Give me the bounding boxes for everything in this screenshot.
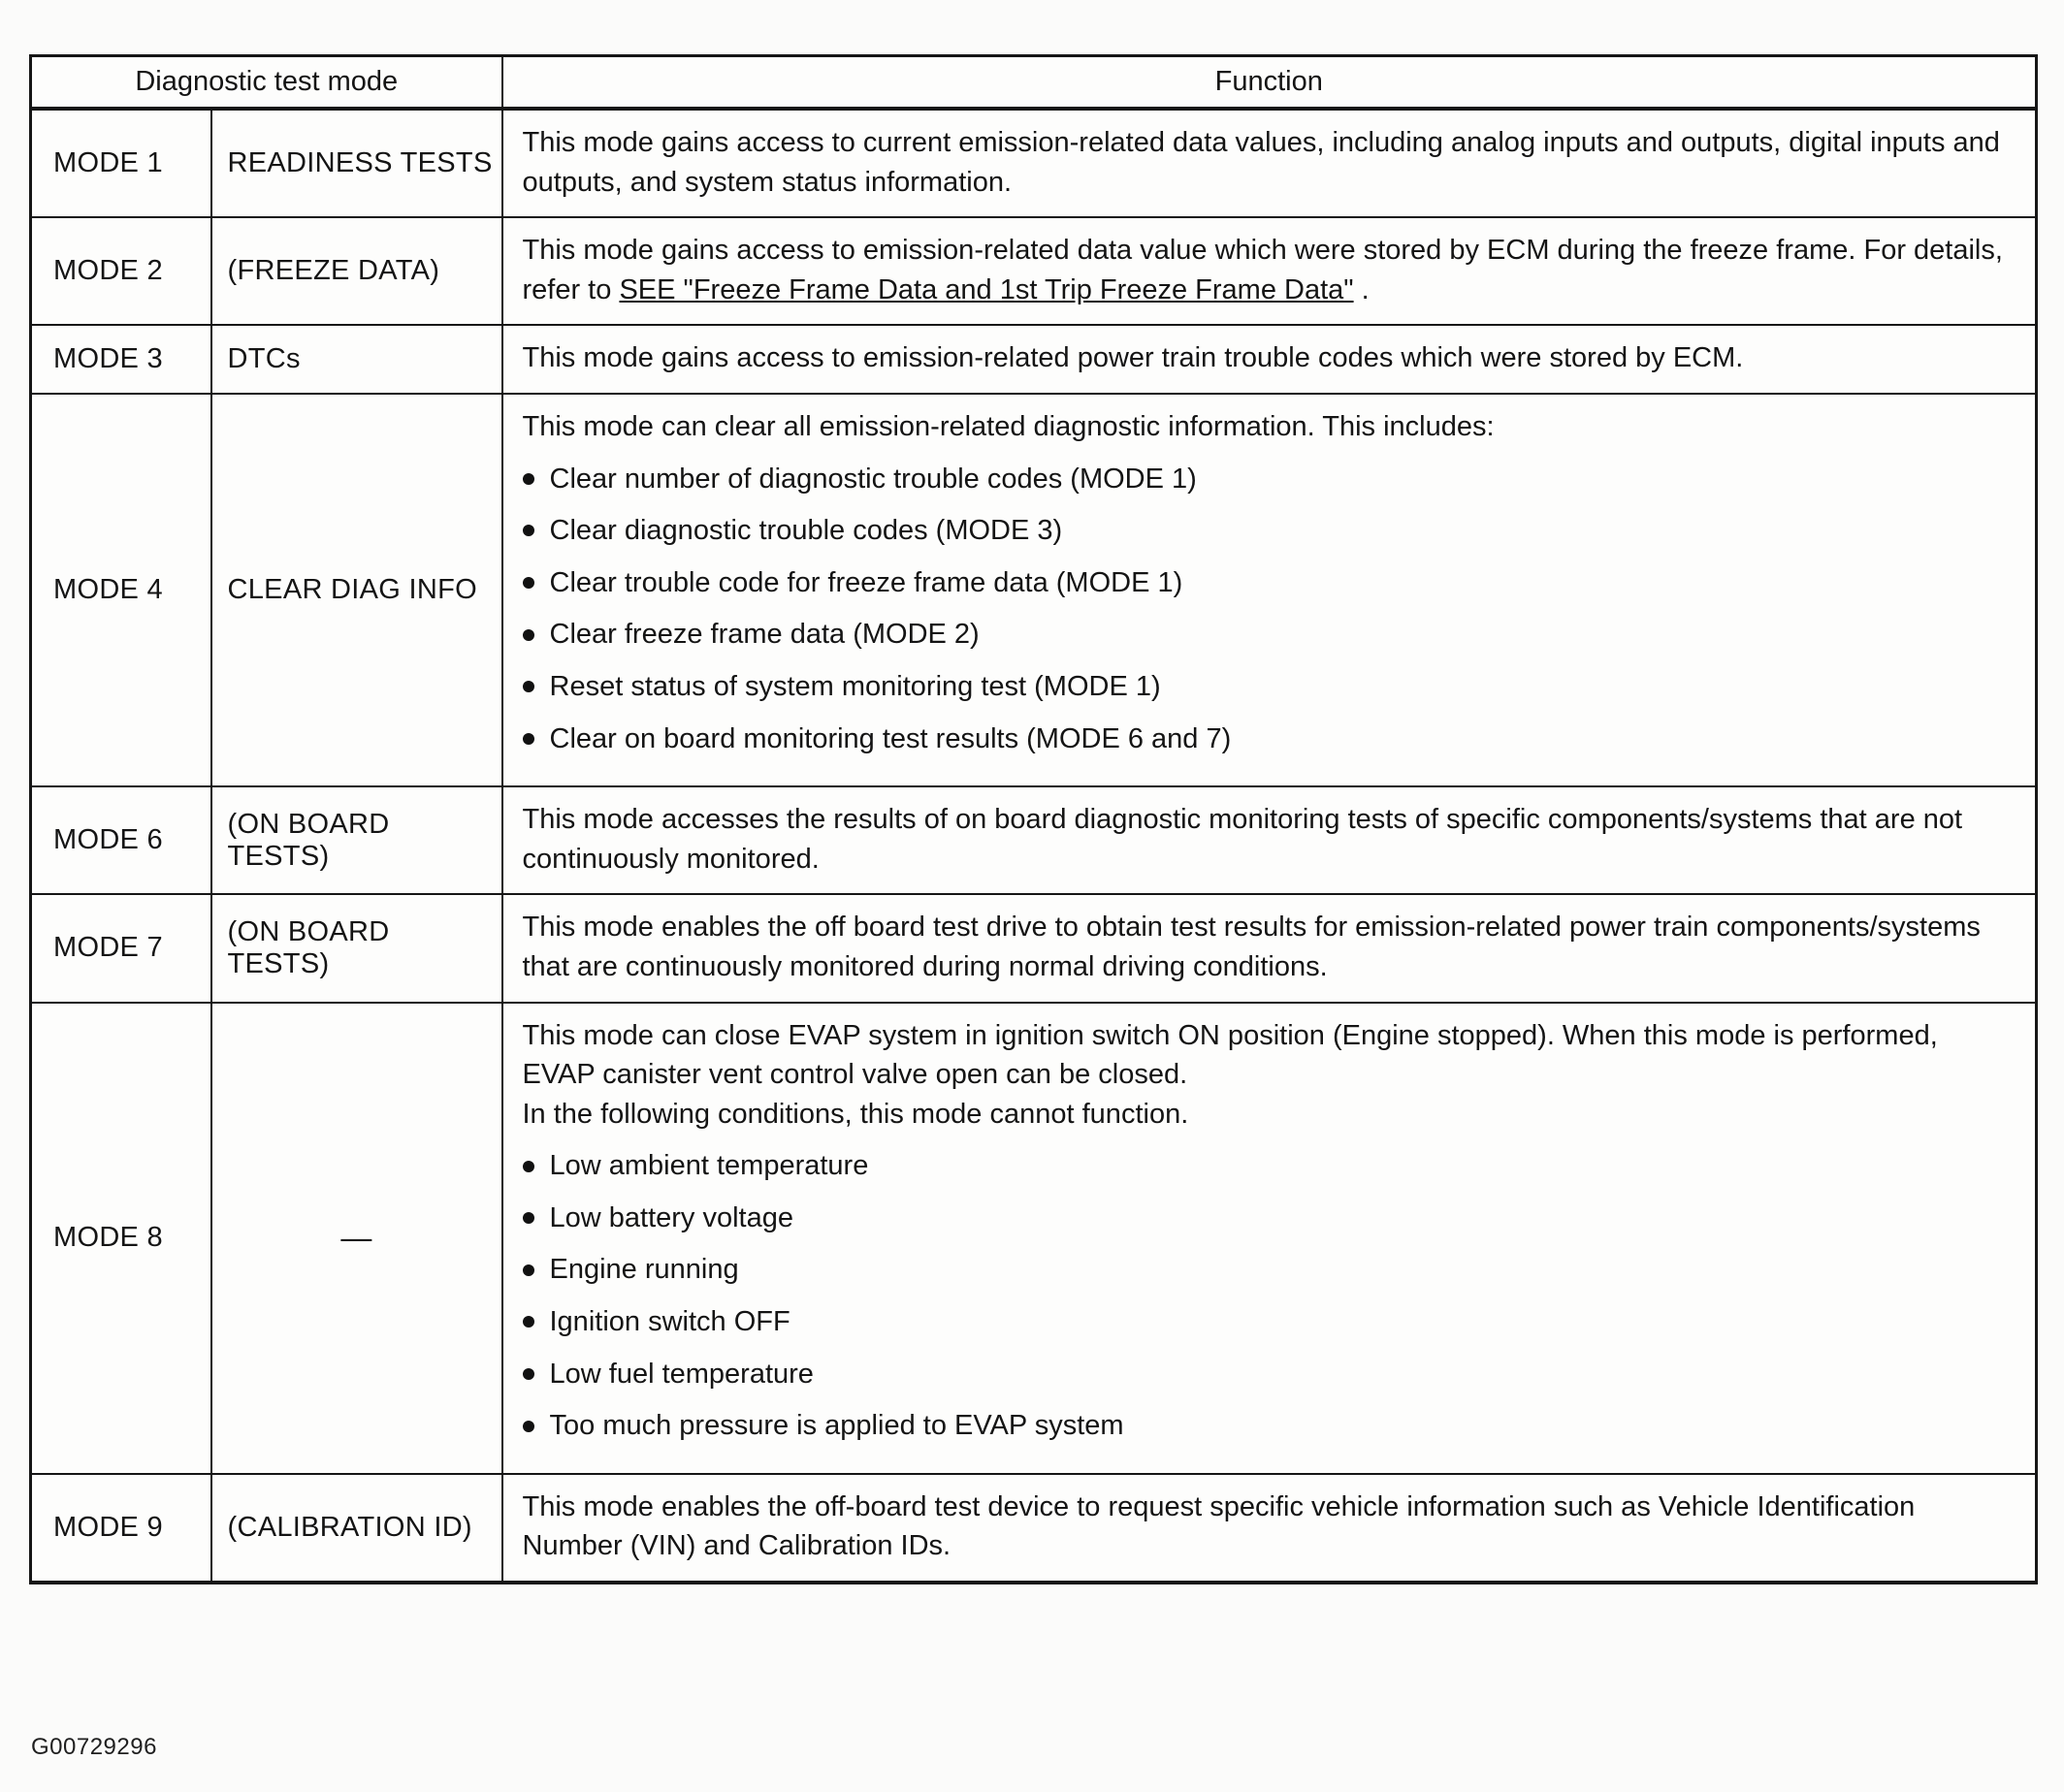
- function-text: [523, 231, 2007, 309]
- mode-cell: MODE 1: [31, 109, 211, 217]
- bullet-text: Too much pressure is applied to EVAP system: [549, 1410, 1124, 1442]
- bullet-icon: [523, 629, 534, 641]
- mode-cell: MODE 3: [31, 325, 211, 394]
- bullet-icon: [523, 577, 534, 589]
- function-text: This mode gains access to current emission-related data values, including analog inputs and outputs, digital inputs and outputs, and system status information.: [522, 127, 2000, 198]
- function-cell: [502, 109, 2037, 217]
- function-text-before: This mode gains access to emission-related data value which were stored by ECM during the freeze frame. For details, refer to: [522, 235, 2003, 305]
- function-text: In the following conditions, this mode cannot function.: [522, 1098, 1189, 1130]
- table-row-mode-4: [31, 394, 2037, 786]
- bullet-icon: [523, 1316, 534, 1328]
- function-cell: [502, 394, 2037, 786]
- table-row-mode-8: [31, 1003, 2037, 1474]
- mode-name-cell: (FREEZE DATA): [211, 217, 502, 325]
- table-header-row: [31, 56, 2037, 110]
- list-item: [523, 1146, 2007, 1186]
- list-item: [523, 511, 2007, 551]
- mode-name-cell: (ON BOARD TESTS): [211, 786, 502, 894]
- table-row-mode-9: [31, 1474, 2037, 1583]
- bullet-icon: [523, 733, 534, 745]
- bullet-text: Ignition switch OFF: [549, 1306, 790, 1338]
- bullet-text: Clear trouble code for freeze frame data (MODE 1): [549, 566, 1183, 598]
- list-item: [523, 1250, 2007, 1290]
- table-row-mode-2: [31, 217, 2037, 325]
- mode-cell: MODE 7: [31, 894, 211, 1002]
- bullet-text: Low fuel temperature: [549, 1358, 814, 1390]
- list-item: [523, 563, 2007, 603]
- bullet-list: [523, 1146, 2007, 1446]
- function-text: This mode can clear all emission-related diagnostic information. This includes:: [522, 410, 1495, 442]
- function-cell: [502, 325, 2037, 394]
- bullet-icon: [523, 1368, 534, 1380]
- mode-cell: MODE 2: [31, 217, 211, 325]
- list-item: [523, 460, 2007, 499]
- mode-cell: MODE 6: [31, 786, 211, 894]
- mode-cell: MODE 4: [31, 394, 211, 786]
- bullet-icon: [523, 1212, 534, 1224]
- table-row-mode-6: [31, 786, 2037, 894]
- bullet-text: Clear diagnostic trouble codes (MODE 3): [549, 515, 1063, 547]
- list-item: [523, 1355, 2007, 1394]
- bullet-text: Clear on board monitoring test results (MODE 6 and 7): [549, 722, 1232, 754]
- mode-name-cell: (ON BOARD TESTS): [211, 894, 502, 1002]
- bullet-icon: [523, 525, 534, 536]
- bullet-text: Clear freeze frame data (MODE 2): [549, 619, 980, 651]
- bullet-icon: [523, 681, 534, 692]
- table-row-mode-1: [31, 109, 2037, 217]
- diagnostic-modes-table: [29, 54, 2038, 1584]
- header-diagnostic-test-mode: Diagnostic test mode: [31, 56, 502, 110]
- mode-name-cell: CLEAR DIAG INFO: [211, 394, 502, 786]
- bullet-list: [523, 460, 2007, 759]
- table-row-mode-7: [31, 894, 2037, 1002]
- freeze-frame-data-link[interactable]: SEE "Freeze Frame Data and 1st Trip Freeze Frame Data": [619, 273, 1354, 305]
- bullet-icon: [523, 1264, 534, 1276]
- bullet-icon: [523, 473, 534, 485]
- mode-name-cell: READINESS TESTS: [211, 109, 502, 217]
- list-item: [523, 615, 2007, 655]
- function-text-after: .: [1353, 273, 1370, 305]
- header-function: Function: [502, 56, 2037, 110]
- figure-id: G00729296: [31, 1734, 157, 1760]
- mode-name-cell: (CALIBRATION ID): [211, 1474, 502, 1583]
- function-cell: [502, 1003, 2037, 1474]
- list-item: [523, 667, 2007, 707]
- bullet-text: Low battery voltage: [549, 1201, 793, 1233]
- function-text: This mode enables the off-board test device to request specific vehicle information such as Vehicle Identification Number (VIN) and Calibration IDs.: [522, 1490, 1916, 1562]
- list-item: [523, 1406, 2007, 1446]
- function-cell: [502, 894, 2037, 1002]
- bullet-icon: [523, 1161, 534, 1172]
- table-row-mode-3: [31, 325, 2037, 394]
- list-item: [523, 1302, 2007, 1342]
- mode-name-cell: —: [211, 1003, 502, 1474]
- mode-cell: MODE 8: [31, 1003, 211, 1474]
- function-cell: [502, 217, 2037, 325]
- bullet-text: Low ambient temperature: [549, 1150, 869, 1182]
- bullet-text: Engine running: [549, 1254, 739, 1286]
- function-cell: [502, 1474, 2037, 1583]
- bullet-text: Reset status of system monitoring test (MODE 1): [549, 670, 1161, 702]
- list-item: [523, 1199, 2007, 1238]
- mode-name-cell: DTCs: [211, 325, 502, 394]
- list-item: [523, 720, 2007, 759]
- mode-cell: MODE 9: [31, 1474, 211, 1583]
- bullet-text: Clear number of diagnostic trouble codes (MODE 1): [549, 463, 1197, 495]
- function-cell: [502, 786, 2037, 894]
- function-text: This mode enables the off board test drive to obtain test results for emission-related power train components/systems that are continuously monitored during normal driving conditions.: [522, 912, 1981, 982]
- function-text: This mode accesses the results of on board diagnostic monitoring tests of specific components/systems that are not continuously monitored.: [522, 804, 1963, 875]
- function-text: This mode gains access to emission-related power train trouble codes which were stored by ECM.: [522, 342, 1744, 374]
- function-text: This mode can close EVAP system in ignition switch ON position (Engine stopped). When this mode is performed, EVAP canister vent control valve open can be closed.: [522, 1019, 1938, 1091]
- bullet-icon: [523, 1421, 534, 1432]
